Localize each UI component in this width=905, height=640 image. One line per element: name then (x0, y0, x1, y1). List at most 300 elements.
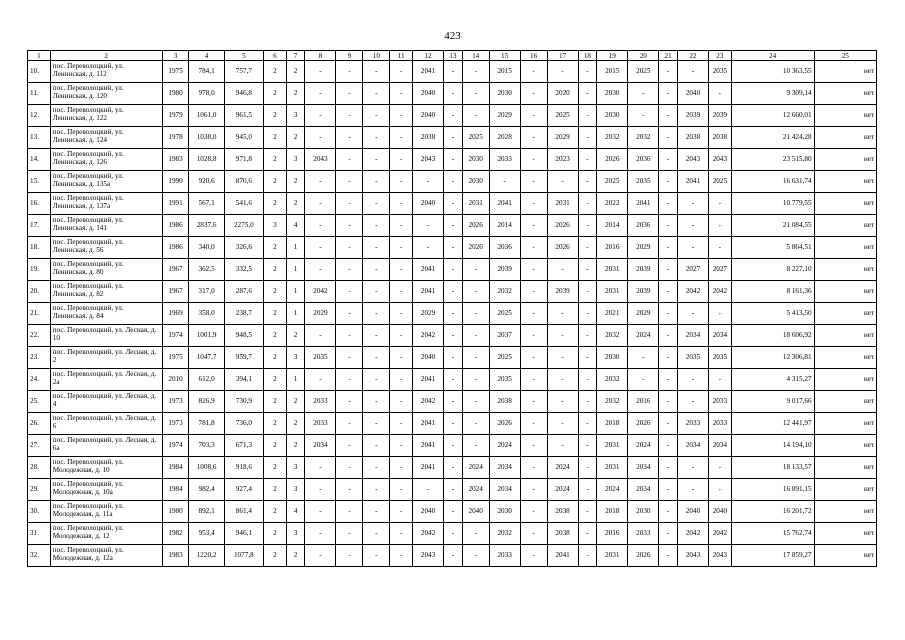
table-cell: - (547, 369, 578, 391)
table-cell: 2030 (489, 83, 520, 105)
table-cell: - (547, 325, 578, 347)
table-cell: 2031 (547, 193, 578, 215)
address-cell: пос. Переволоцкий, ул. Ленинская, д. 82 (50, 281, 162, 303)
table-cell: 953,4 (189, 523, 224, 545)
table-cell: - (578, 523, 597, 545)
table-cell: - (390, 193, 413, 215)
table-cell: 23. (28, 347, 51, 369)
table-cell: 317,0 (189, 281, 224, 303)
table-cell: - (390, 215, 413, 237)
table-cell: 1980 (162, 83, 189, 105)
table-cell: - (578, 281, 597, 303)
table-cell: 2033 (489, 149, 520, 171)
table-cell: 11. (28, 83, 51, 105)
table-cell: 2030 (597, 347, 628, 369)
table-cell: 28. (28, 457, 51, 479)
table-cell: - (709, 83, 732, 105)
table-cell: 730,9 (224, 391, 263, 413)
address-cell: пос. Переволоцкий, ул. Лесная, д. 2а (50, 369, 162, 391)
table-cell: - (659, 259, 678, 281)
address-cell: пос. Переволоцкий, ул. Ленинская, д. 135а (50, 171, 162, 193)
table-cell: - (578, 171, 597, 193)
table-cell: - (709, 369, 732, 391)
table-cell: - (677, 61, 708, 83)
table-cell: 25. (28, 391, 51, 413)
table-cell: - (390, 237, 413, 259)
table-cell: - (520, 413, 547, 435)
table-cell: 2 (264, 325, 287, 347)
table-cell: 2028 (489, 127, 520, 149)
table-cell: 2025 (462, 127, 489, 149)
table-cell: 2034 (628, 479, 659, 501)
table-cell: - (547, 259, 578, 281)
table-cell: 2018 (597, 501, 628, 523)
table-cell: - (363, 545, 390, 567)
table-cell: - (578, 501, 597, 523)
table-cell: - (547, 171, 578, 193)
table-cell: нет (814, 281, 876, 303)
address-cell: пос. Переволоцкий, ул. Ленинская, д. 137а (50, 193, 162, 215)
column-header-12: 12 (413, 51, 444, 61)
table-row (28, 83, 877, 105)
table-cell: 2026 (547, 215, 578, 237)
table-cell: 2042 (413, 523, 444, 545)
table-row (28, 501, 877, 523)
table-cell: 287,6 (224, 281, 263, 303)
table-cell: 1984 (162, 479, 189, 501)
table-cell: 1028,8 (189, 149, 224, 171)
table-cell: 959,7 (224, 347, 263, 369)
table-cell: - (659, 149, 678, 171)
table-cell: 1008,6 (189, 457, 224, 479)
table-cell: 2 (264, 127, 287, 149)
table-cell: - (336, 413, 363, 435)
table-cell: 2039 (677, 105, 708, 127)
table-cell: 26. (28, 413, 51, 435)
table-cell: - (413, 215, 444, 237)
table-cell: 2024 (597, 479, 628, 501)
address-cell: пос. Переволоцкий, ул. Лесная, д. 10 (50, 325, 162, 347)
table-cell: - (578, 457, 597, 479)
table-cell: - (390, 149, 413, 171)
table-cell: 3 (286, 479, 305, 501)
table-cell: 332,5 (224, 259, 263, 281)
table-cell: 2042 (709, 523, 732, 545)
table-cell: 2040 (413, 347, 444, 369)
column-header-10: 10 (363, 51, 390, 61)
table-cell: 1001,9 (189, 325, 224, 347)
table-cell: - (444, 105, 463, 127)
table-cell: 2038 (413, 127, 444, 149)
table-cell: - (520, 369, 547, 391)
table-cell: - (336, 149, 363, 171)
table-cell: - (578, 61, 597, 83)
table-cell: 18 133,57 (731, 457, 814, 479)
table-cell: 2043 (709, 545, 732, 567)
table-cell: - (659, 171, 678, 193)
table-cell: - (305, 105, 336, 127)
table-cell: - (363, 127, 390, 149)
address-cell: пос. Переволоцкий, ул. Лесная, д. 6 (50, 413, 162, 435)
address-cell: пос. Переволоцкий, ул. Молодежная, д. 11а (50, 501, 162, 523)
table-cell: 2034 (677, 325, 708, 347)
table-cell: 2 (264, 105, 287, 127)
table-cell: 2026 (462, 215, 489, 237)
table-cell: 2042 (709, 281, 732, 303)
table-row (28, 193, 877, 215)
table-cell: 29. (28, 479, 51, 501)
table-cell: 2043 (305, 149, 336, 171)
table-cell: 2043 (677, 149, 708, 171)
table-cell: 2038 (489, 391, 520, 413)
table-cell: нет (814, 413, 876, 435)
table-cell: - (677, 457, 708, 479)
table-cell: - (413, 237, 444, 259)
table-cell: 1 (286, 369, 305, 391)
table-cell: - (390, 523, 413, 545)
column-header-18: 18 (578, 51, 597, 61)
table-cell: - (390, 281, 413, 303)
table-cell: 2043 (709, 149, 732, 171)
table-cell: - (578, 435, 597, 457)
table-cell: - (520, 347, 547, 369)
table-cell: - (390, 369, 413, 391)
table-cell: - (305, 83, 336, 105)
table-cell: 2033 (628, 523, 659, 545)
column-header-13: 13 (444, 51, 463, 61)
table-cell: 2039 (628, 259, 659, 281)
table-cell: 2027 (709, 259, 732, 281)
column-header-7: 7 (286, 51, 305, 61)
table-cell: 948,5 (224, 325, 263, 347)
table-cell: - (363, 369, 390, 391)
table-cell: 920,6 (189, 171, 224, 193)
table-cell: 2041 (413, 369, 444, 391)
address-cell: пос. Переволоцкий, ул. Ленинская, д. 126 (50, 149, 162, 171)
table-cell: 2 (286, 413, 305, 435)
address-cell: пос. Переволоцкий, ул. Ленинская, д. 56 (50, 237, 162, 259)
table-cell: - (659, 127, 678, 149)
table-cell: 18 606,92 (731, 325, 814, 347)
table-cell: нет (814, 369, 876, 391)
table-cell: - (520, 325, 547, 347)
table-cell: нет (814, 105, 876, 127)
table-cell: - (520, 193, 547, 215)
table-cell: - (305, 237, 336, 259)
address-cell: пос. Переволоцкий, ул. Молодежная, д. 10 (50, 457, 162, 479)
table-cell: 2010 (162, 369, 189, 391)
column-header-24: 24 (731, 51, 814, 61)
table-cell: 2 (264, 149, 287, 171)
table-cell: - (578, 347, 597, 369)
table-cell: 2 (286, 545, 305, 567)
table-cell: - (444, 303, 463, 325)
table-cell: 3 (286, 523, 305, 545)
table-cell: 31. (28, 523, 51, 545)
table-cell: 2041 (413, 413, 444, 435)
table-cell: - (444, 545, 463, 567)
table-cell: 2042 (305, 281, 336, 303)
table-cell: 2018 (597, 413, 628, 435)
table-cell: - (305, 171, 336, 193)
table-cell: 2041 (489, 193, 520, 215)
table-cell: 2033 (709, 391, 732, 413)
table-cell: - (677, 303, 708, 325)
table-cell: 12 306,81 (731, 347, 814, 369)
table-cell: 13. (28, 127, 51, 149)
table-cell: 2041 (413, 435, 444, 457)
table-cell: 2022 (597, 193, 628, 215)
column-header-2: 2 (50, 51, 162, 61)
table-cell: - (444, 523, 463, 545)
table-cell: - (336, 259, 363, 281)
table-cell: 2036 (489, 237, 520, 259)
table-cell: 1973 (162, 413, 189, 435)
table-cell: - (336, 303, 363, 325)
table-cell: - (336, 391, 363, 413)
table-cell: - (677, 391, 708, 413)
table-row (28, 237, 877, 259)
table-cell: - (336, 435, 363, 457)
table-cell: - (363, 61, 390, 83)
table-cell: 2032 (489, 523, 520, 545)
table-cell: - (709, 457, 732, 479)
table-cell: - (677, 193, 708, 215)
table-cell: - (413, 479, 444, 501)
table-cell: 2031 (597, 259, 628, 281)
table-cell: - (444, 347, 463, 369)
table-row (28, 457, 877, 479)
table-cell: - (659, 193, 678, 215)
table-cell: 18. (28, 237, 51, 259)
table-cell: 1077,8 (224, 545, 263, 567)
table-cell: - (336, 347, 363, 369)
table-cell: - (578, 127, 597, 149)
table-cell: - (462, 105, 489, 127)
table-cell: 2034 (489, 479, 520, 501)
address-cell: пос. Переволоцкий, ул. Лесная, д. 2 (50, 347, 162, 369)
table-cell: 2026 (628, 413, 659, 435)
table-row (28, 347, 877, 369)
table-cell: 2040 (413, 193, 444, 215)
address-cell: пос. Переволоцкий, ул. Молодежная, д. 12а (50, 545, 162, 567)
table-cell: - (462, 435, 489, 457)
table-cell: 1986 (162, 215, 189, 237)
table-cell: 2032 (628, 127, 659, 149)
column-header-11: 11 (390, 51, 413, 61)
table-cell: - (336, 83, 363, 105)
table-cell: - (444, 127, 463, 149)
table-cell: 2029 (547, 127, 578, 149)
table-cell: - (305, 259, 336, 281)
table-cell: 14 194,10 (731, 435, 814, 457)
table-row (28, 435, 877, 457)
table-cell: 2029 (628, 237, 659, 259)
table-cell: 14. (28, 149, 51, 171)
table-cell: - (462, 303, 489, 325)
table-cell: - (305, 479, 336, 501)
table-cell: 2039 (628, 281, 659, 303)
table-cell: 2 (264, 457, 287, 479)
table-cell: 2033 (677, 413, 708, 435)
table-cell: 2024 (462, 479, 489, 501)
table-cell: 5 864,51 (731, 237, 814, 259)
table-cell: 16 891,15 (731, 479, 814, 501)
table-cell: нет (814, 237, 876, 259)
table-cell: - (336, 523, 363, 545)
table-cell: - (578, 105, 597, 127)
table-cell: - (547, 435, 578, 457)
table-cell: - (336, 105, 363, 127)
table-cell: 5 413,50 (731, 303, 814, 325)
address-cell: пос. Переволоцкий, ул. Ленинская, д. 84 (50, 303, 162, 325)
table-cell: - (462, 413, 489, 435)
table-cell: 826,9 (189, 391, 224, 413)
table-cell: - (305, 193, 336, 215)
table-cell: 2033 (305, 391, 336, 413)
table-cell: - (305, 61, 336, 83)
table-cell: 15. (28, 171, 51, 193)
table-cell: 736,0 (224, 413, 263, 435)
table-cell: 2042 (677, 523, 708, 545)
table-cell: - (363, 281, 390, 303)
table-cell: - (363, 149, 390, 171)
table-cell: нет (814, 501, 876, 523)
table-cell: 2043 (413, 149, 444, 171)
table-cell: 2034 (628, 457, 659, 479)
table-cell: 2 (286, 391, 305, 413)
table-body (28, 61, 877, 567)
table-row (28, 369, 877, 391)
table-cell: - (462, 259, 489, 281)
table-cell: - (336, 127, 363, 149)
table-cell: 2 (264, 479, 287, 501)
table-cell: 541,6 (224, 193, 263, 215)
table-cell: - (363, 435, 390, 457)
table-cell: - (336, 325, 363, 347)
table-cell: 12 441,97 (731, 413, 814, 435)
table-cell: - (462, 325, 489, 347)
table-cell: 2016 (597, 237, 628, 259)
page-number: 423 (444, 30, 461, 42)
table-cell: 2029 (413, 303, 444, 325)
table-cell: - (578, 215, 597, 237)
table-cell: - (363, 259, 390, 281)
table-cell: 358,0 (189, 303, 224, 325)
table-cell: 15 762,74 (731, 523, 814, 545)
address-cell: пос. Переволоцкий, ул. Ленинская, д. 80 (50, 259, 162, 281)
table-row (28, 149, 877, 171)
table-cell: 2030 (628, 501, 659, 523)
table-cell: 2024 (547, 457, 578, 479)
table-cell: - (390, 105, 413, 127)
table-cell: 978,0 (189, 83, 224, 105)
table-cell: 2025 (628, 61, 659, 83)
table-cell: 394,1 (224, 369, 263, 391)
table-cell: - (709, 479, 732, 501)
table-cell: - (363, 303, 390, 325)
address-cell: пос. Переволоцкий, ул. Молодежная, д. 10а (50, 479, 162, 501)
table-cell: 2041 (677, 171, 708, 193)
table-cell: - (363, 347, 390, 369)
table-cell: нет (814, 193, 876, 215)
table-cell: - (336, 457, 363, 479)
table-cell: 703,3 (189, 435, 224, 457)
table-cell: - (547, 303, 578, 325)
table-cell: 340,0 (189, 237, 224, 259)
table-cell: 2039 (547, 281, 578, 303)
table-cell: 2025 (597, 171, 628, 193)
table-cell: 238,7 (224, 303, 263, 325)
address-cell: пос. Переволоцкий, ул. Ленинская, д. 141 (50, 215, 162, 237)
table-cell: 22. (28, 325, 51, 347)
table-cell: - (520, 391, 547, 413)
column-header-4: 4 (189, 51, 224, 61)
table-cell: 2034 (709, 325, 732, 347)
table-cell: - (659, 61, 678, 83)
table-cell: 2025 (489, 303, 520, 325)
table-cell: - (444, 369, 463, 391)
table-cell: 2043 (677, 545, 708, 567)
table-cell: 17. (28, 215, 51, 237)
table-cell: - (305, 215, 336, 237)
table-cell: 1 (286, 303, 305, 325)
table-cell: 2034 (677, 435, 708, 457)
table-cell: - (677, 369, 708, 391)
table-cell: - (390, 391, 413, 413)
table-cell: - (520, 149, 547, 171)
table-cell: 16. (28, 193, 51, 215)
table-cell: 927,4 (224, 479, 263, 501)
table-cell: 2032 (489, 281, 520, 303)
table-cell: нет (814, 523, 876, 545)
table-cell: 10 363,55 (731, 61, 814, 83)
table-cell: 1 (286, 281, 305, 303)
table-cell: 1 (286, 259, 305, 281)
table-cell: 2 (264, 435, 287, 457)
table-cell: 2039 (489, 259, 520, 281)
table-cell: 1980 (162, 501, 189, 523)
table-cell: нет (814, 479, 876, 501)
table-cell: - (390, 325, 413, 347)
table-cell: 2035 (305, 347, 336, 369)
table-cell: 2 (264, 501, 287, 523)
table-cell: 2024 (628, 435, 659, 457)
table-cell: 2016 (597, 523, 628, 545)
table-cell: 2 (264, 545, 287, 567)
table-cell: 2029 (305, 303, 336, 325)
table-cell: 2041 (628, 193, 659, 215)
table-cell: 2041 (413, 259, 444, 281)
table-cell: - (305, 545, 336, 567)
table-cell: - (336, 171, 363, 193)
table-cell: 2032 (597, 127, 628, 149)
address-cell: пос. Переволоцкий, ул. Молодежная, д. 12 (50, 523, 162, 545)
table-cell: - (659, 435, 678, 457)
table-cell: 892,1 (189, 501, 224, 523)
table-cell: - (444, 435, 463, 457)
table-cell: - (709, 303, 732, 325)
table-cell: 945,0 (224, 127, 263, 149)
table-cell: - (336, 281, 363, 303)
table-cell: 2037 (489, 325, 520, 347)
table-cell: 2034 (305, 435, 336, 457)
table-cell: 2 (286, 127, 305, 149)
column-header-1: 1 (28, 51, 51, 61)
table-cell: - (520, 105, 547, 127)
table-cell: 2040 (677, 501, 708, 523)
table-cell: 1974 (162, 435, 189, 457)
